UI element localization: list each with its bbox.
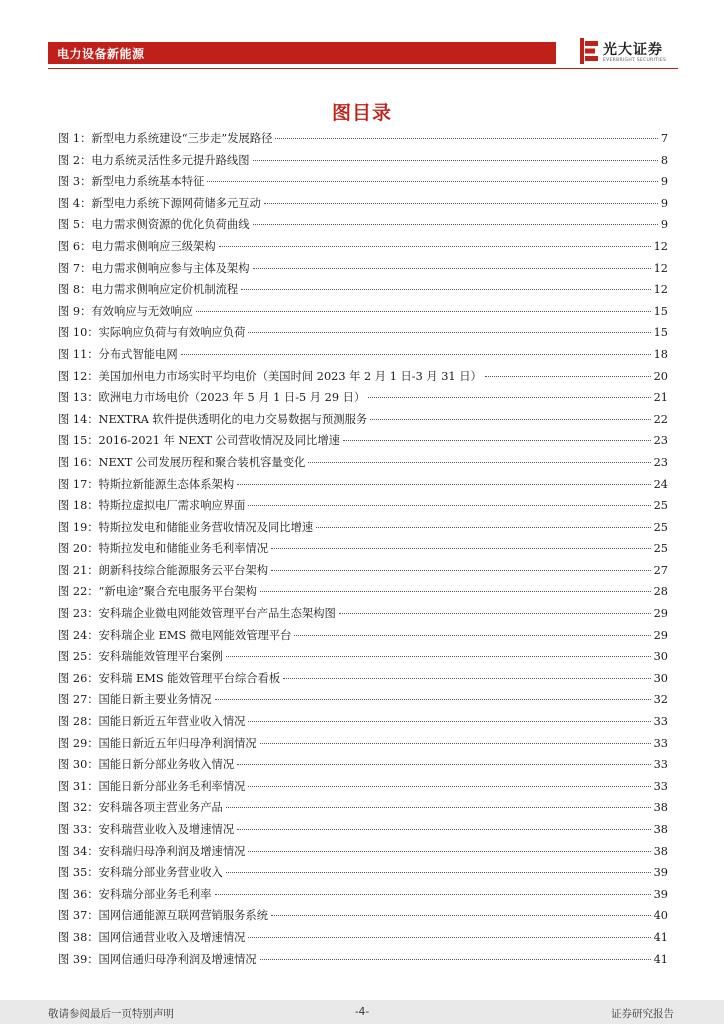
toc-entry-page: 33 (653, 736, 668, 750)
toc-dot-leader (316, 527, 650, 528)
toc-dot-leader (271, 915, 651, 916)
toc-entry-label: 图 30：国能日新分部业务收入情况 (58, 758, 235, 772)
toc-entry[interactable] (58, 519, 668, 541)
toc-dot-leader (370, 419, 650, 420)
toc-entry-page: 39 (653, 866, 668, 880)
toc-dot-leader (253, 268, 651, 269)
toc-entry-label: 图 31：国能日新分部业务毛利率情况 (58, 779, 246, 793)
logo-english-name: EVERBRIGHT SECURITIES (603, 58, 667, 63)
toc-entry-page: 25 (653, 499, 668, 513)
toc-entry-label: 图 38：国网信通营业收入及增速情况 (58, 930, 246, 944)
toc-entry[interactable] (58, 670, 668, 692)
toc-entry-page: 39 (653, 887, 668, 901)
toc-entry[interactable] (58, 583, 668, 605)
brand-logo (576, 36, 686, 68)
toc-entry-page: 27 (653, 563, 668, 577)
toc-entry-page: 15 (653, 326, 668, 340)
toc-entry[interactable] (58, 627, 668, 649)
toc-entry-label: 图 7：电力需求侧响应参与主体及架构 (58, 261, 250, 275)
toc-entry[interactable] (58, 713, 668, 735)
toc-entry-page: 23 (653, 455, 668, 469)
toc-entry-label: 图 9：有效响应与无效响应 (58, 304, 194, 318)
toc-entry-label: 图 28：国能日新近五年营业收入情况 (58, 715, 246, 729)
toc-entry-page: 20 (653, 369, 668, 383)
toc-entry-page: 22 (653, 412, 668, 426)
toc-dot-leader (241, 289, 650, 290)
toc-entry-label: 图 1：新型电力系统建设“三步走”发展路径 (58, 132, 273, 145)
toc-dot-leader (196, 311, 651, 312)
everbright-logo-icon (580, 38, 598, 64)
toc-entry[interactable] (58, 173, 668, 195)
toc-dot-leader (294, 635, 650, 636)
toc-entry-page: 8 (660, 153, 668, 167)
toc-dot-leader (215, 699, 651, 700)
toc-entry-label: 图 33：安科瑞营业收入及增速情况 (58, 823, 235, 836)
toc-entry-page: 9 (660, 218, 668, 232)
toc-entry-page: 38 (653, 823, 668, 836)
toc-entry-label: 图 17：特斯拉新能源生态体系架构 (58, 477, 235, 491)
toc-entry[interactable] (58, 152, 668, 174)
toc-dot-leader (343, 440, 651, 441)
toc-entry[interactable] (58, 411, 668, 433)
toc-entry[interactable] (58, 778, 668, 800)
toc-dot-leader (237, 764, 651, 765)
toc-entry-page: 12 (653, 261, 668, 275)
toc-entry-label: 图 20：特斯拉发电和储能业务毛利率情况 (58, 542, 269, 556)
toc-entry[interactable] (58, 605, 668, 627)
toc-entry-label: 图 32：安科瑞各项主营业务产品 (58, 801, 223, 815)
toc-entry-page: 33 (653, 715, 668, 729)
toc-dot-leader (226, 656, 651, 657)
toc-entry-label: 图 35：安科瑞分部业务营业收入 (58, 866, 223, 880)
toc-entry-page: 12 (653, 239, 668, 253)
toc-entry-label: 图 6：电力需求侧响应三级架构 (58, 239, 216, 253)
toc-dot-leader (181, 354, 651, 355)
toc-entry[interactable] (58, 735, 668, 757)
toc-entry-page: 12 (653, 283, 668, 297)
logo-chinese-name: 光大证券 (603, 42, 663, 58)
toc-entry-page: 38 (653, 844, 668, 858)
toc-entry-page: 41 (653, 952, 668, 966)
toc-entry[interactable] (58, 821, 668, 843)
toc-entry-label: 图 11：分布式智能电网 (58, 347, 178, 361)
toc-entry-label: 图 10：实际响应负荷与有效响应负荷 (58, 326, 246, 340)
toc-entry-label: 图 2：电力系统灵活性多元提升路线图 (58, 153, 250, 167)
toc-dot-leader (339, 613, 651, 614)
toc-entry[interactable] (58, 303, 668, 325)
toc-entry-page: 24 (653, 477, 668, 491)
toc-dot-leader (248, 937, 650, 938)
toc-entry[interactable] (58, 756, 668, 778)
toc-entry[interactable] (58, 886, 668, 908)
toc-entry-label: 图 37：国网信通能源互联网营销服务系统 (58, 909, 269, 923)
toc-entry-page: 29 (653, 628, 668, 642)
toc-entry[interactable] (58, 843, 668, 865)
toc-entry[interactable] (58, 951, 668, 973)
toc-entry-label: 图 29：国能日新近五年归母净利润情况 (58, 736, 257, 750)
toc-entry-page: 9 (660, 196, 668, 210)
toc-entry-label: 图 18：特斯拉虚拟电厂需求响应界面 (58, 499, 246, 513)
toc-entry[interactable] (58, 216, 668, 238)
toc-entry[interactable] (58, 907, 668, 929)
toc-entry-label: 图 14：NEXTRA 软件提供透明化的电力交易数据与预测服务 (58, 412, 368, 426)
toc-entry-page: 30 (653, 650, 668, 664)
toc-dot-leader (253, 160, 658, 161)
toc-entry-page: 40 (653, 909, 668, 923)
toc-entry-label: 图 16：NEXT 公司发展历程和聚合装机容量变化 (58, 455, 306, 469)
toc-entry-label: 图 5：电力需求侧资源的优化负荷曲线 (58, 218, 250, 232)
toc-entry[interactable] (58, 691, 668, 713)
toc-dot-leader (308, 462, 650, 463)
toc-dot-leader (219, 246, 651, 247)
footer-document-type: 证券研究报告 (611, 1008, 674, 1020)
toc-entry[interactable] (58, 454, 668, 476)
toc-dot-leader (226, 872, 651, 873)
toc-entry-page: 15 (653, 304, 668, 318)
toc-dot-leader (248, 851, 650, 852)
toc-entry[interactable] (58, 346, 668, 368)
toc-dot-leader (248, 332, 650, 333)
toc-dot-leader (283, 678, 650, 679)
toc-entry-page: 29 (653, 607, 668, 621)
toc-dot-leader (253, 224, 658, 225)
toc-entry-page: 25 (653, 520, 668, 534)
toc-entry-label: 图 22：“新电途”聚合充电服务平台架构 (58, 585, 257, 599)
toc-entry[interactable] (58, 130, 668, 152)
toc-entry[interactable] (58, 562, 668, 584)
toc-entry-label: 图 13：欧洲电力市场电价（2023 年 5 月 1 日-5 月 29 日） (58, 391, 366, 405)
toc-entry[interactable] (58, 497, 668, 519)
toc-entry-label: 图 34：安科瑞归母净利润及增速情况 (58, 844, 246, 858)
toc-entry[interactable] (58, 432, 668, 454)
toc-entry-page: 9 (660, 175, 668, 189)
toc-dot-leader (260, 959, 651, 960)
toc-entry-label: 图 4：新型电力系统下源网荷储多元互动 (58, 196, 261, 210)
toc-entry[interactable] (58, 476, 668, 498)
header-band (48, 42, 556, 64)
toc-entry-label: 图 26：安科瑞 EMS 能效管理平台综合看板 (58, 671, 281, 685)
toc-dot-leader (275, 138, 657, 139)
toc-entry-page: 30 (653, 671, 668, 685)
toc-entry[interactable] (58, 799, 668, 821)
toc-entry-label: 图 24：安科瑞企业 EMS 微电网能效管理平台 (58, 628, 292, 642)
toc-entry[interactable] (58, 929, 668, 951)
toc-entry[interactable] (58, 324, 668, 346)
toc-entry[interactable] (58, 540, 668, 562)
toc-entry-label: 图 23：安科瑞企业微电网能效管理平台产品生态架构图 (58, 607, 336, 621)
toc-entry-label: 图 27：国能日新主要业务情况 (58, 693, 212, 707)
toc-entry-page: 33 (653, 758, 668, 772)
toc-entry-label: 图 39：国网信通归母净利润及增速情况 (58, 952, 257, 966)
toc-dot-leader (215, 894, 651, 895)
toc-entry[interactable] (58, 648, 668, 670)
toc-dot-leader (264, 203, 658, 204)
toc-entry[interactable] (58, 864, 668, 886)
toc-dot-leader (248, 786, 650, 787)
toc-dot-leader (248, 721, 650, 722)
toc-entry[interactable] (58, 368, 668, 390)
toc-dot-leader (485, 376, 651, 377)
toc-dot-leader (207, 181, 657, 182)
toc-entry-label: 图 15：2016-2021 年 NEXT 公司营收情况及同比增速 (58, 434, 340, 448)
toc-entry-page: 21 (653, 391, 668, 405)
toc-entry-page: 18 (653, 347, 668, 361)
page-title: 图目录 (331, 102, 392, 124)
footer-disclaimer: 敬请参阅最后一页特别声明 (48, 1008, 174, 1020)
toc-entry-label: 图 3：新型电力系统基本特征 (58, 175, 205, 189)
header-section-title: 电力设备新能源 (57, 47, 145, 61)
toc-entry[interactable] (58, 238, 668, 260)
footer-page-number: -4- (354, 1006, 370, 1018)
toc-entry-page: 33 (653, 779, 668, 793)
toc-entry-page: 23 (653, 434, 668, 448)
toc-dot-leader (368, 397, 650, 398)
toc-dot-leader (248, 505, 650, 506)
toc-dot-leader (260, 591, 651, 592)
toc-entry-label: 图 12：美国加州电力市场实时平均电价（美国时间 2023 年 2 月 1 日-3 月 31 日） (58, 369, 482, 383)
toc-entry-page: 25 (653, 542, 668, 556)
toc-dot-leader (260, 743, 651, 744)
toc-dot-leader (237, 484, 651, 485)
toc-dot-leader (271, 570, 651, 571)
toc-dot-leader (271, 548, 651, 549)
toc-entry-page: 7 (660, 132, 668, 145)
toc-entry-label: 图 8：电力需求侧响应定价机制流程 (58, 283, 239, 297)
toc-entry-label: 图 21：朗新科技综合能源服务云平台架构 (58, 563, 269, 577)
toc-entry[interactable] (58, 389, 668, 411)
toc-entry[interactable] (58, 260, 668, 282)
toc-entry-page: 32 (653, 693, 668, 707)
figure-table-of-contents (58, 130, 668, 972)
toc-entry-label: 图 19：特斯拉发电和储能业务营收情况及同比增速 (58, 520, 314, 534)
toc-dot-leader (226, 807, 651, 808)
toc-entry-page: 38 (653, 801, 668, 815)
toc-entry[interactable] (58, 281, 668, 303)
toc-dot-leader (237, 829, 651, 830)
toc-entry-label: 图 36：安科瑞分部业务毛利率 (58, 887, 212, 901)
toc-entry[interactable] (58, 195, 668, 217)
header-divider (48, 68, 678, 69)
toc-entry-page: 41 (653, 930, 668, 944)
toc-entry-page: 28 (653, 585, 668, 599)
toc-entry-label: 图 25：安科瑞能效管理平台案例 (58, 650, 223, 664)
